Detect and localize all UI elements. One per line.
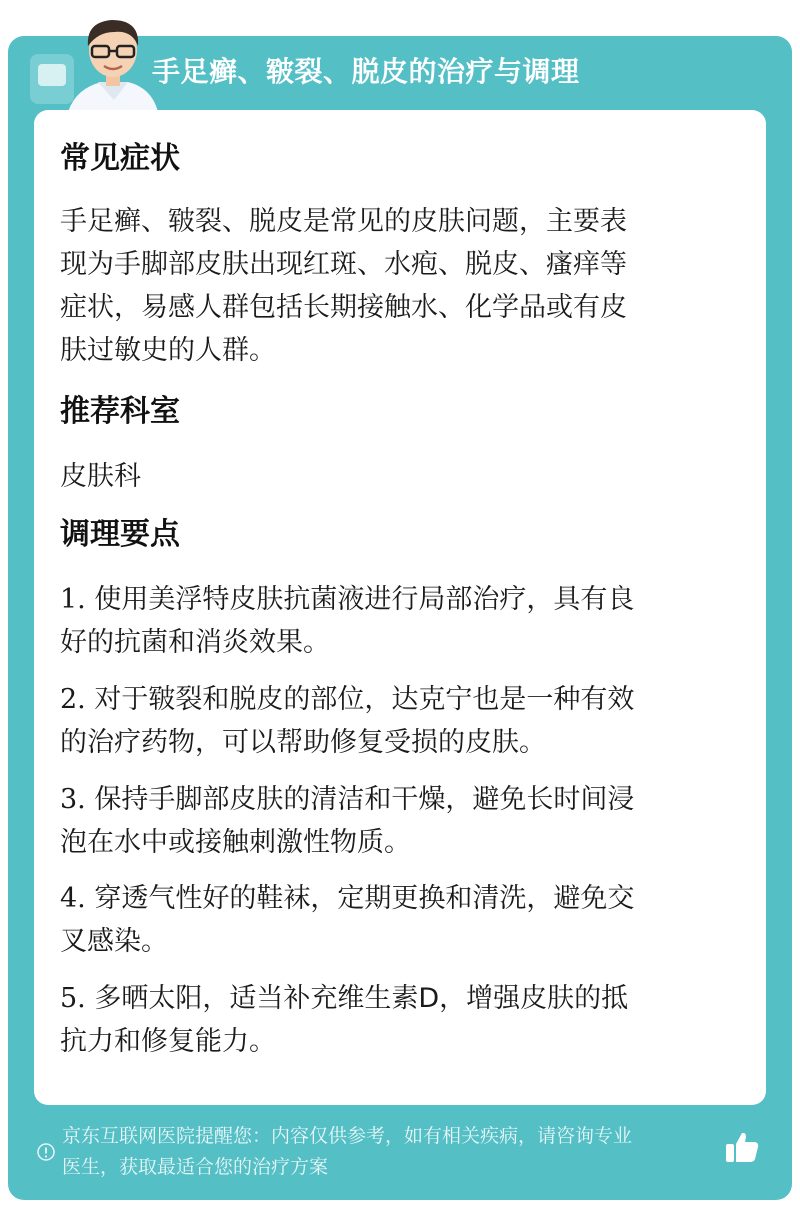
- care-item-line: 保持手脚部皮肤的清洁和干燥，避免长时间浸: [94, 784, 635, 815]
- page-title: 手足癣、皲裂、脱皮的治疗与调理: [152, 55, 580, 88]
- content-card: [34, 110, 766, 1105]
- care-item-line: 泡在水中或接触刺激性物质。: [60, 827, 411, 858]
- care-heading: 调理要点: [60, 517, 180, 552]
- symptoms-heading: 常见症状: [60, 141, 180, 176]
- care-item: [60, 977, 726, 1063]
- care-item-line: 叉感染。: [60, 926, 168, 957]
- care-item-line: 抗力和修复能力。: [60, 1026, 276, 1057]
- care-item-line: 使用美浮特皮肤抗菌液进行局部治疗，具有良: [94, 584, 635, 615]
- care-item-line: 对于皲裂和脱皮的部位，达克宁也是一种有效: [94, 684, 635, 715]
- care-item-number: 4.: [60, 883, 86, 914]
- care-item-number: 1.: [60, 584, 86, 615]
- care-item: [60, 778, 726, 864]
- care-item: [60, 578, 726, 664]
- disclaimer-line: 京东互联网医院提醒您：内容仅供参考，如有相关疾病，请咨询专业: [62, 1125, 633, 1147]
- symptoms-line: 症状，易感人群包括长期接触水、化学品或有皮: [60, 292, 627, 323]
- symptoms-line: 手足癣、皲裂、脱皮是常见的皮肤问题，主要表: [60, 206, 627, 237]
- info-icon: [36, 1142, 56, 1162]
- department-value: 皮肤科: [60, 461, 141, 492]
- symptoms-line: 现为手脚部皮肤出现红斑、水疱、脱皮、瘙痒等: [60, 249, 627, 280]
- department-heading: 推荐科室: [60, 394, 180, 429]
- care-item-line: 穿透气性好的鞋袜，定期更换和清洗，避免交: [94, 883, 635, 914]
- thumbs-up-icon[interactable]: [724, 1130, 760, 1164]
- care-item-number: 5.: [60, 983, 86, 1014]
- care-item: [60, 877, 726, 963]
- care-item-number: 2.: [60, 684, 86, 715]
- disclaimer-text: [62, 1121, 726, 1183]
- disclaimer-line: 医生，获取最适合您的治疗方案: [62, 1156, 329, 1178]
- symptoms-text: [60, 200, 726, 372]
- care-item-line: 的治疗药物，可以帮助修复受损的皮肤。: [60, 727, 546, 758]
- care-item: [60, 678, 726, 764]
- care-item-number: 3.: [60, 784, 86, 815]
- care-item-line: 好的抗菌和消炎效果。: [60, 627, 330, 658]
- symptoms-line: 肤过敏史的人群。: [60, 335, 276, 366]
- care-item-line: 多晒太阳，适当补充维生素D，增强皮肤的抵: [94, 983, 629, 1014]
